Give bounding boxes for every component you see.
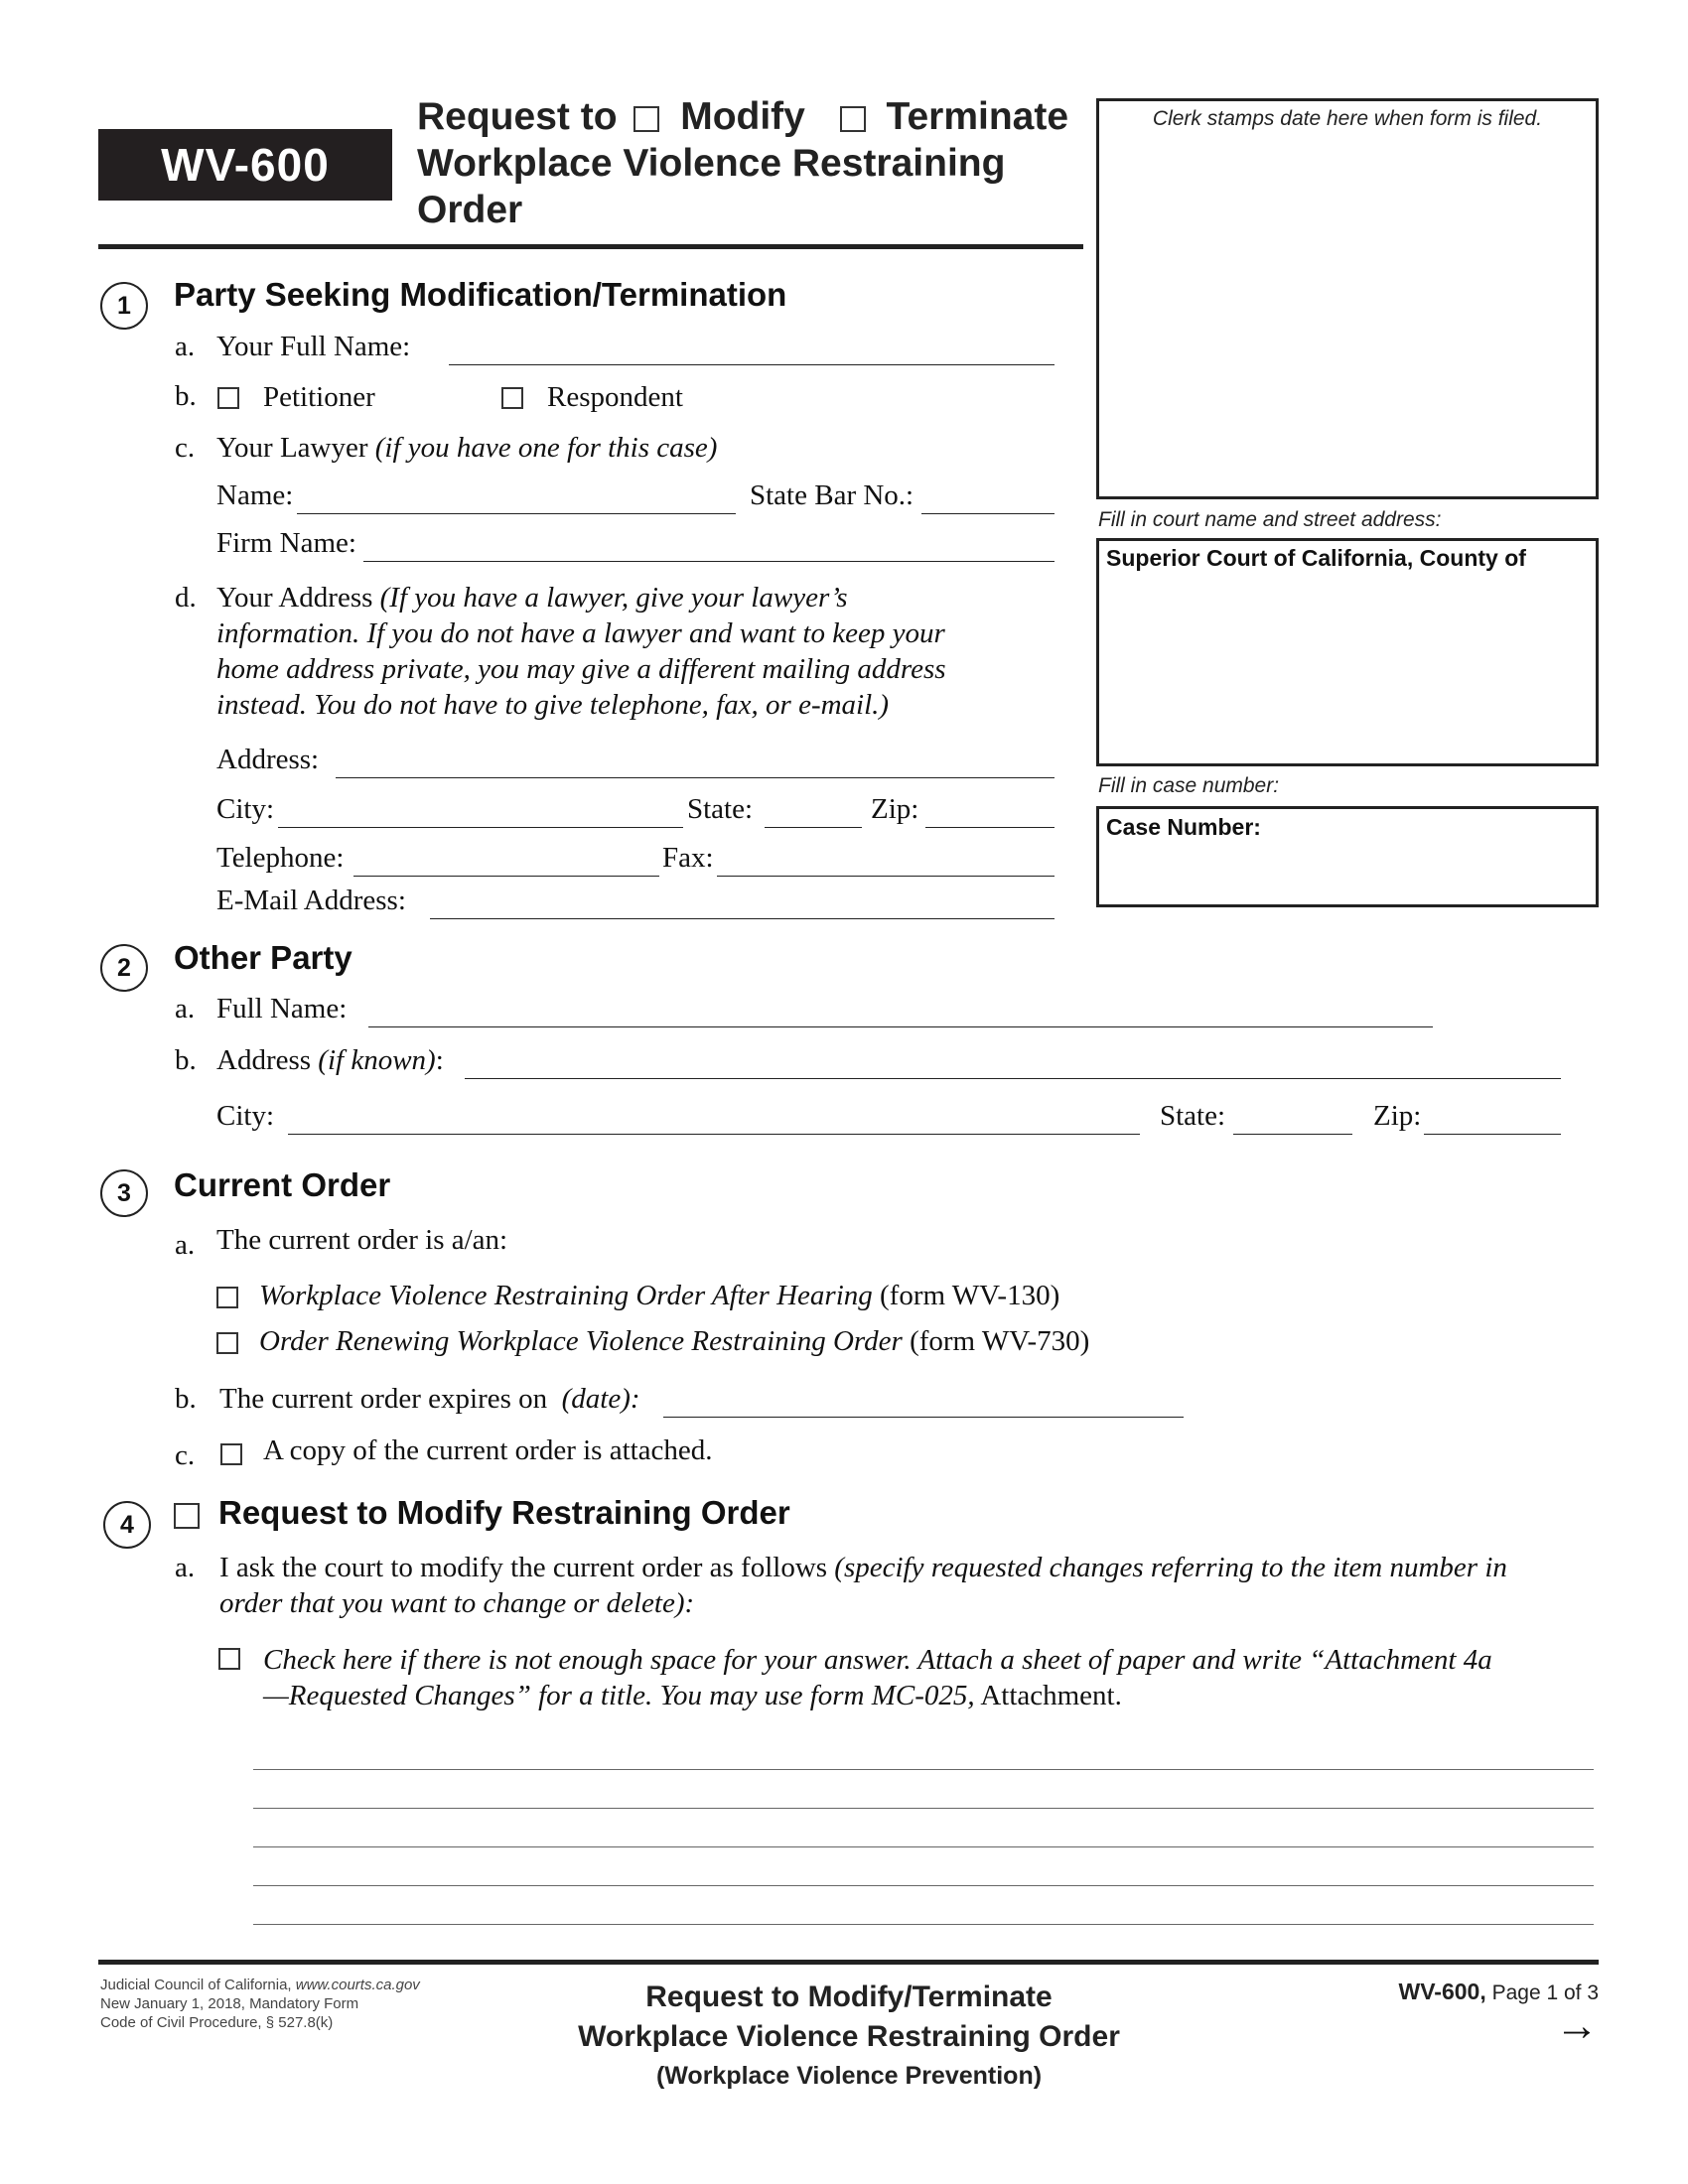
s2-a-letter: a. — [175, 993, 196, 1024]
section-1-title: Party Seeking Modification/Termination — [174, 276, 787, 313]
section-1-number: 1 — [100, 282, 148, 330]
s3-expires-label: The current order expires on (date): — [219, 1383, 640, 1415]
s4-answer-line-3[interactable] — [253, 1846, 1594, 1847]
footer-source: Judicial Council of California, www.courts.ca.gov New January 1, 2018, Mandatory Form Code of Civil Procedure, § 527.8(k) — [100, 1977, 420, 2031]
s2-state-label: State: — [1160, 1100, 1226, 1132]
s1-zip-label: Zip: — [871, 793, 919, 825]
s1-state-field[interactable] — [765, 827, 862, 828]
s1-address-field[interactable] — [336, 777, 1055, 778]
section-2-title: Other Party — [174, 939, 352, 976]
form-id: WV-600 — [161, 139, 330, 191]
s3-expiration-date-field[interactable] — [663, 1417, 1184, 1418]
s1-lawyer-name-label: Name: — [216, 479, 294, 511]
s1-d-letter: d. — [175, 582, 197, 614]
attachment-4a-note: Check here if there is not enough space for your answer. Attach a sheet of paper and write “Attachment 4a —Requested Changes” for a title. You may use form MC-025, Attachment. — [263, 1644, 1492, 1711]
s1-firm-name-field[interactable] — [363, 561, 1055, 562]
s4-answer-line-1[interactable] — [253, 1769, 1594, 1770]
s2-state-field[interactable] — [1233, 1134, 1352, 1135]
section-2-number: 2 — [100, 944, 148, 992]
s2-address-field[interactable] — [465, 1078, 1561, 1079]
s1-address-label: Address: — [216, 744, 320, 775]
order-after-hearing-label: Workplace Violence Restraining Order After Hearing (form WV-130) — [259, 1280, 1060, 1311]
form-id-badge — [98, 129, 392, 201]
s2-b-letter: b. — [175, 1044, 197, 1076]
s1-c-letter: c. — [175, 432, 196, 464]
s1-state-bar-field[interactable] — [921, 513, 1055, 514]
attachment-4a-checkbox[interactable] — [218, 1648, 240, 1670]
s1-email-label: E-Mail Address: — [216, 885, 406, 916]
s1-b-letter: b. — [175, 380, 197, 412]
s1-firm-name-label: Firm Name: — [216, 527, 356, 559]
order-renewing-checkbox[interactable] — [216, 1332, 238, 1354]
petitioner-label: Petitioner — [263, 381, 375, 413]
s1-lawyer-label: Your Lawyer (if you have one for this case) — [216, 432, 718, 464]
footer-page-info: WV-600, Page 1 of 3 — [1398, 1979, 1599, 2004]
s1-fax-label: Fax: — [662, 842, 714, 874]
section-3-title: Current Order — [174, 1166, 391, 1203]
s2-zip-field[interactable] — [1424, 1134, 1561, 1135]
s4-a-letter: a. — [175, 1552, 196, 1583]
clerk-stamp-note: Clerk stamps date here when form is filed. — [1152, 107, 1543, 130]
next-page-arrow-icon: → — [1555, 2001, 1599, 2050]
case-label: Fill in case number: — [1098, 774, 1280, 797]
s2-full-name-field[interactable] — [368, 1026, 1433, 1027]
s2-address-label: Address (if known): — [216, 1044, 444, 1076]
s4-modify-instructions: I ask the court to modify the current order as follows (specify requested changes referring to the item number in order that you want to change or delete): — [219, 1552, 1507, 1619]
modify-title-checkbox[interactable] — [633, 106, 659, 132]
s1-state-label: State: — [687, 793, 754, 825]
section-3-number: 3 — [100, 1169, 148, 1217]
s2-zip-label: Zip: — [1373, 1100, 1422, 1132]
respondent-checkbox[interactable] — [501, 387, 523, 409]
s3-a-letter: a. — [175, 1229, 196, 1261]
s1-fax-field[interactable] — [717, 876, 1055, 877]
s2-city-field[interactable] — [288, 1134, 1140, 1135]
s3-c-letter: c. — [175, 1439, 196, 1471]
court-value: Superior Court of California, County of — [1106, 545, 1526, 571]
copy-attached-checkbox[interactable] — [220, 1443, 242, 1465]
footer-rule — [98, 1960, 1599, 1965]
s2-city-label: City: — [216, 1100, 275, 1132]
s1-full-name-label: Your Full Name: — [216, 331, 411, 362]
s4-answer-line-5[interactable] — [253, 1924, 1594, 1925]
s1-telephone-label: Telephone: — [216, 842, 345, 874]
s2-full-name-label: Full Name: — [216, 993, 348, 1024]
footer-title: Request to Modify/Terminate Workplace Violence Restraining Order (Workplace Violence Prevention) — [578, 1980, 1120, 2090]
s3-b-letter: b. — [175, 1383, 197, 1415]
request-modify-checkbox[interactable] — [174, 1503, 200, 1529]
clerk-stamp-box — [1096, 98, 1599, 499]
copy-attached-label: A copy of the current order is attached. — [263, 1434, 713, 1466]
form-title: Request to Modify Terminate Workplace Violence Restraining Order — [417, 95, 1069, 231]
petitioner-checkbox[interactable] — [217, 387, 239, 409]
s4-answer-line-4[interactable] — [253, 1885, 1594, 1886]
case-number-label: Case Number: — [1106, 814, 1261, 840]
s1-city-label: City: — [216, 793, 275, 825]
s1-a-letter: a. — [175, 331, 196, 362]
s1-state-bar-label: State Bar No.: — [750, 479, 914, 511]
s1-zip-field[interactable] — [925, 827, 1055, 828]
order-renewing-label: Order Renewing Workplace Violence Restraining Order (form WV-730) — [259, 1325, 1090, 1357]
order-after-hearing-checkbox[interactable] — [216, 1287, 238, 1308]
s3-current-order-label: The current order is a/an: — [216, 1224, 508, 1256]
s1-address-instructions: Your Address (If you have a lawyer, give your lawyer’s information. If you do not have a lawyer and want to keep your home address private, you may give a different mailing address instead. You do not have to give telephone, fax, or e-mail.) — [216, 582, 946, 721]
court-box[interactable] — [1096, 538, 1599, 766]
header-rule — [98, 244, 1083, 249]
section-4-number: 4 — [103, 1501, 151, 1549]
s1-email-field[interactable] — [430, 918, 1055, 919]
section-4-title: Request to Modify Restraining Order — [218, 1494, 790, 1531]
court-label: Fill in court name and street address: — [1098, 508, 1442, 531]
s4-answer-line-2[interactable] — [253, 1808, 1594, 1809]
s1-city-field[interactable] — [278, 827, 683, 828]
respondent-label: Respondent — [547, 381, 683, 413]
s1-telephone-field[interactable] — [353, 876, 659, 877]
s1-lawyer-name-field[interactable] — [297, 513, 736, 514]
terminate-title-checkbox[interactable] — [840, 106, 866, 132]
s1-full-name-field[interactable] — [449, 364, 1055, 365]
